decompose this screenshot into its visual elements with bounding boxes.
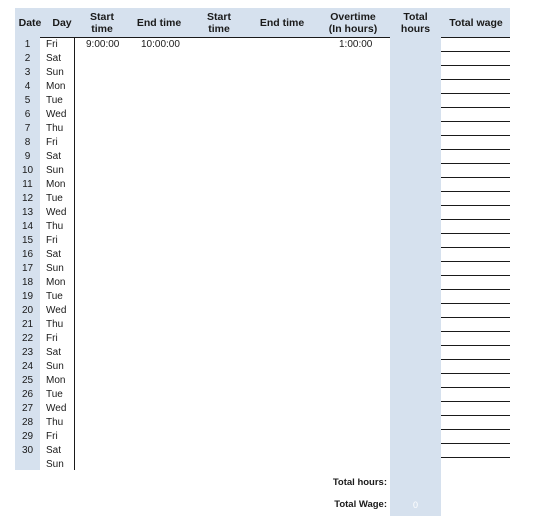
table-row: [0, 332, 550, 346]
date-cell[interactable]: 21: [21, 319, 34, 330]
day-cell[interactable]: Tue: [46, 291, 63, 302]
header-end-time-1: End time: [136, 16, 182, 29]
day-cell[interactable]: Sat: [46, 53, 62, 64]
wage-entry-line[interactable]: [441, 233, 510, 234]
date-cell[interactable]: 5: [24, 95, 31, 106]
table-row: [0, 262, 550, 276]
table-row: [0, 136, 550, 150]
table-row: [0, 346, 550, 360]
day-cell[interactable]: Tue: [46, 193, 63, 204]
day-cell[interactable]: Mon: [46, 375, 66, 386]
date-cell[interactable]: 16: [21, 249, 34, 260]
table-row: [0, 402, 550, 416]
table-row: [0, 220, 550, 234]
date-cell[interactable]: 18: [21, 277, 34, 288]
wage-entry-line[interactable]: [441, 51, 510, 52]
wage-entry-line[interactable]: [441, 65, 510, 66]
day-cell[interactable]: Sun: [46, 361, 64, 372]
day-cell[interactable]: Thu: [46, 123, 64, 134]
date-cell[interactable]: 17: [21, 263, 34, 274]
date-cell[interactable]: 6: [24, 109, 31, 120]
table-row: [0, 150, 550, 164]
date-cell[interactable]: 25: [21, 375, 34, 386]
date-cell[interactable]: 1: [24, 39, 31, 50]
table-row: [0, 38, 550, 52]
wage-entry-line[interactable]: [441, 359, 510, 360]
header-start-time-2: Start time: [207, 10, 231, 35]
day-cell[interactable]: Mon: [46, 179, 66, 190]
day-cell[interactable]: Tue: [46, 95, 63, 106]
day-cell[interactable]: Fri: [46, 235, 58, 246]
table-row: [0, 122, 550, 136]
wage-entry-line[interactable]: [441, 275, 510, 276]
table-row: [0, 178, 550, 192]
day-cell[interactable]: Sat: [46, 445, 62, 456]
wage-entry-line[interactable]: [441, 247, 510, 248]
table-row: [0, 206, 550, 220]
date-cell[interactable]: 13: [21, 207, 34, 218]
header-date: Date: [18, 16, 42, 29]
header-end-time-2: End time: [259, 16, 305, 29]
header-row: [15, 8, 510, 38]
header-total-wage: Total wage: [449, 16, 503, 29]
wage-entry-line[interactable]: [441, 345, 510, 346]
table-row: [0, 304, 550, 318]
wage-entry-line[interactable]: [441, 79, 510, 80]
day-cell[interactable]: Mon: [46, 277, 66, 288]
table-row: [0, 52, 550, 66]
day-cell[interactable]: Sun: [46, 165, 64, 176]
day-cell[interactable]: Thu: [46, 417, 64, 428]
date-cell[interactable]: 2: [24, 53, 31, 64]
day-cell[interactable]: Wed: [46, 305, 67, 316]
day-cell[interactable]: Fri: [46, 333, 58, 344]
table-row: [0, 164, 550, 178]
wage-entry-line[interactable]: [441, 387, 510, 388]
header-start-time-1: Start time: [90, 10, 114, 35]
wage-entry-line[interactable]: [441, 303, 510, 304]
table-row: [0, 192, 550, 206]
wage-entry-line[interactable]: [441, 149, 510, 150]
day-cell[interactable]: Fri: [46, 137, 58, 148]
end-time-cell[interactable]: 10:00:00: [141, 39, 180, 50]
wage-entry-line[interactable]: [441, 261, 510, 262]
date-cell[interactable]: 19: [21, 291, 34, 302]
wage-entry-line[interactable]: [441, 401, 510, 402]
start-time-cell[interactable]: 9:00:00: [86, 39, 120, 50]
date-cell[interactable]: 23: [21, 347, 34, 358]
wage-entry-line[interactable]: [441, 331, 510, 332]
table-row: [0, 458, 550, 472]
wage-entry-line[interactable]: [441, 289, 510, 290]
table-row: [0, 248, 550, 262]
day-cell[interactable]: Thu: [46, 319, 64, 330]
date-cell[interactable]: 27: [21, 403, 34, 414]
date-cell[interactable]: 4: [24, 81, 31, 92]
header-overtime-line1: Overtime: [330, 10, 376, 23]
date-cell[interactable]: 28: [21, 417, 34, 428]
wage-entry-line[interactable]: [441, 429, 510, 430]
table-row: [0, 318, 550, 332]
overtime-cell[interactable]: 1:00:00: [339, 39, 373, 50]
header-overtime: [325, 8, 381, 37]
table-row: [0, 108, 550, 122]
date-cell[interactable]: 29: [21, 431, 34, 442]
table-row: [0, 388, 550, 402]
header-day: Day: [52, 16, 72, 29]
date-cell[interactable]: 14: [21, 221, 34, 232]
wage-entry-line[interactable]: [441, 107, 510, 108]
day-cell[interactable]: Sat: [46, 151, 62, 162]
date-cell[interactable]: 22: [21, 333, 34, 344]
date-cell[interactable]: 30: [21, 445, 34, 456]
date-cell[interactable]: 11: [22, 179, 33, 190]
day-cell[interactable]: Thu: [46, 221, 64, 232]
day-cell[interactable]: Sun: [46, 459, 64, 470]
wage-entry-line[interactable]: [441, 219, 510, 220]
date-cell[interactable]: 7: [24, 123, 31, 134]
date-cell[interactable]: 8: [24, 137, 31, 148]
wage-entry-line[interactable]: [441, 93, 510, 94]
date-cell[interactable]: 15: [21, 235, 34, 246]
header-overtime-line2: (In hours): [328, 22, 378, 35]
table-row: [0, 66, 550, 80]
table-row: [0, 444, 550, 458]
day-cell[interactable]: Tue: [46, 389, 63, 400]
wage-entry-line[interactable]: [441, 205, 510, 206]
table-row: [0, 234, 550, 248]
wage-entry-line[interactable]: [441, 191, 510, 192]
day-cell[interactable]: Sun: [46, 67, 64, 78]
total-hours-label: Total hours:: [332, 477, 387, 488]
table-row: [0, 290, 550, 304]
wage-entry-line[interactable]: [441, 163, 510, 164]
table-row: [0, 430, 550, 444]
day-cell[interactable]: Wed: [46, 109, 67, 120]
table-row: [0, 416, 550, 430]
date-cell[interactable]: 10: [21, 165, 34, 176]
day-cell[interactable]: Sat: [46, 249, 62, 260]
date-cell[interactable]: 9: [24, 151, 31, 162]
day-cell[interactable]: Wed: [46, 403, 67, 414]
day-cell[interactable]: Fri: [46, 431, 58, 442]
header-total-hours: Total hours: [400, 10, 431, 35]
wage-entry-line[interactable]: [441, 135, 510, 136]
wage-entry-line[interactable]: [441, 373, 510, 374]
date-cell[interactable]: 24: [21, 361, 34, 372]
wage-entry-line[interactable]: [441, 177, 510, 178]
date-cell[interactable]: 26: [21, 389, 34, 400]
table-row: [0, 374, 550, 388]
wage-entry-line[interactable]: [441, 443, 510, 444]
wage-entry-line[interactable]: [441, 317, 510, 318]
day-cell[interactable]: Wed: [46, 207, 67, 218]
total-wage-value: 0: [412, 500, 418, 510]
day-cell[interactable]: Sat: [46, 347, 62, 358]
total-wage-label: Total Wage:: [334, 499, 387, 510]
date-cell[interactable]: 12: [21, 193, 34, 204]
day-cell[interactable]: Fri: [46, 39, 58, 50]
table-row: [0, 276, 550, 290]
day-cell[interactable]: Sun: [46, 263, 64, 274]
table-row: [0, 80, 550, 94]
date-cell[interactable]: 3: [24, 67, 31, 78]
wage-entry-line[interactable]: [441, 415, 510, 416]
day-cell[interactable]: Mon: [46, 81, 66, 92]
table-row: [0, 94, 550, 108]
wage-entry-line[interactable]: [441, 121, 510, 122]
table-row: [0, 360, 550, 374]
date-cell[interactable]: 20: [21, 305, 34, 316]
wage-entry-line[interactable]: [441, 457, 510, 458]
